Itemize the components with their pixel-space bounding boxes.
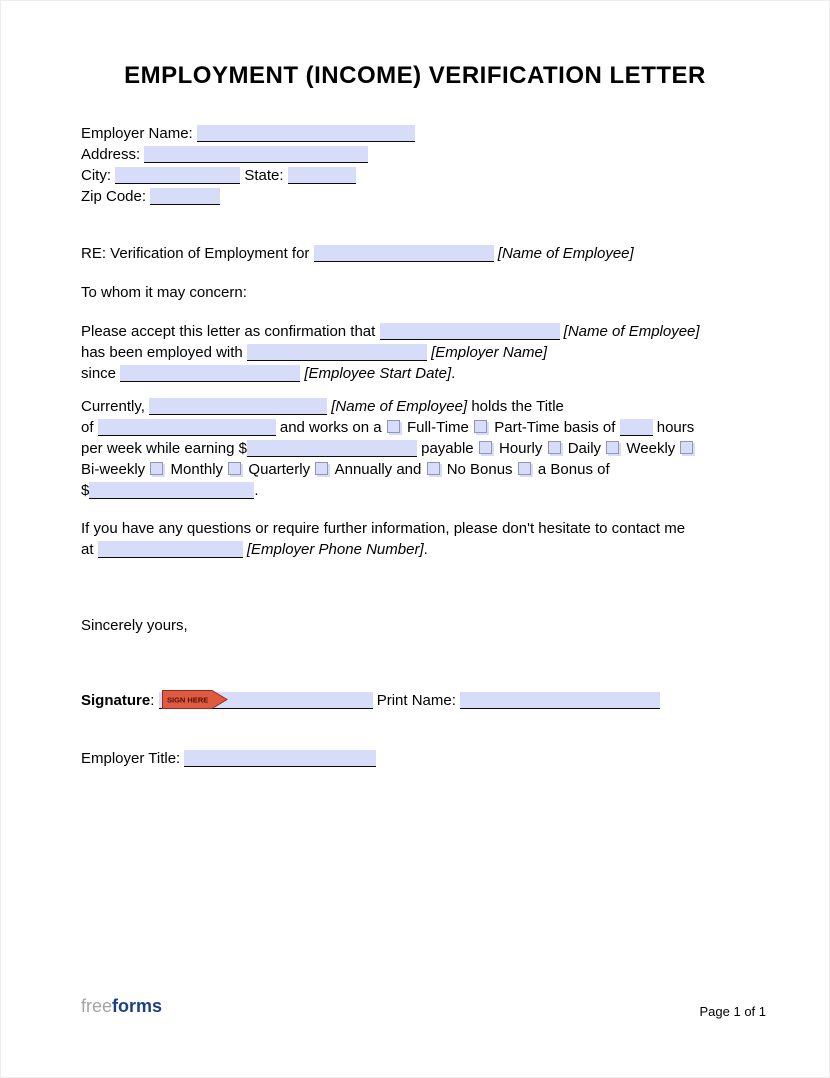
hours-label: hours xyxy=(656,419,695,436)
signature-row xyxy=(81,690,660,711)
checkbox-annually[interactable] xyxy=(315,462,328,475)
checkbox-no-bonus[interactable] xyxy=(427,462,440,475)
re-employee-name-field[interactable] xyxy=(314,245,494,262)
print-name-label: Print Name: xyxy=(376,692,456,709)
p2-works-on-text: and works on a xyxy=(279,419,382,436)
p1-line2-text: has been employed with xyxy=(81,344,243,361)
page-title: EMPLOYMENT (INCOME) VERIFICATION LETTER xyxy=(124,62,706,89)
city-label: City: xyxy=(81,167,111,184)
checkbox-monthly[interactable] xyxy=(150,462,163,475)
signature-field[interactable] xyxy=(159,692,373,709)
salutation: To whom it may concern: xyxy=(81,284,247,301)
freeforms-logo xyxy=(81,996,162,1016)
quarterly-label: Quarterly xyxy=(248,461,311,478)
p2-currently-text: Currently, xyxy=(81,398,145,415)
employer-name-hint: [Employer Name] xyxy=(431,344,547,361)
p2-holds-title-text: holds the Title xyxy=(471,398,564,415)
name-of-employee-hint: [Name of Employee] xyxy=(563,323,700,340)
payable-text: payable xyxy=(421,440,474,457)
zip-code-label: Zip Code: xyxy=(81,188,147,205)
stamp-text: SIGN HERE xyxy=(166,695,208,705)
p1-line3-text: since xyxy=(81,365,117,382)
colon: : xyxy=(150,692,155,709)
name-of-employee-hint: [Name of Employee] xyxy=(331,398,468,415)
full-time-label: Full-Time xyxy=(406,419,469,436)
employer-name-field[interactable] xyxy=(197,125,415,142)
p1-start-date-field[interactable] xyxy=(120,365,300,382)
signature-label: Signature xyxy=(81,692,151,709)
bonus-of-label: a Bonus of xyxy=(537,461,610,478)
checkbox-hourly[interactable] xyxy=(479,441,492,454)
p1-employee-name-field[interactable] xyxy=(380,323,560,340)
hourly-label: Hourly xyxy=(499,440,543,457)
state-field[interactable] xyxy=(288,167,356,184)
name-of-employee-hint: [Name of Employee] xyxy=(497,245,634,262)
employer-phone-hint: [Employer Phone Number] xyxy=(246,541,424,558)
part-time-label: Part-Time xyxy=(494,419,560,436)
closing-text: Sincerely yours, xyxy=(81,617,188,634)
period: . xyxy=(451,365,456,382)
employer-info-block xyxy=(81,123,415,207)
employer-name-label: Employer Name: xyxy=(81,125,193,142)
p1-employer-name-field[interactable] xyxy=(247,344,427,361)
checkbox-quarterly[interactable] xyxy=(228,462,241,475)
re-line xyxy=(81,243,634,264)
p2-job-title-field[interactable] xyxy=(98,419,276,436)
dollar-sign: $ xyxy=(81,482,90,499)
contact-at-text: at xyxy=(81,541,94,558)
sign-here-stamp xyxy=(162,690,228,709)
paragraph-contact xyxy=(81,518,685,560)
bi-weekly-label: Bi-weekly xyxy=(81,461,146,478)
employee-start-date-hint: [Employee Start Date] xyxy=(304,365,452,382)
employer-title-row xyxy=(81,748,376,769)
p2-earning-text: per week while earning $ xyxy=(81,440,247,457)
page-indicator: Page 1 of 1 xyxy=(699,1004,766,1019)
no-bonus-label: No Bonus xyxy=(446,461,513,478)
bonus-amount-field[interactable] xyxy=(89,482,254,499)
phone-number-field[interactable] xyxy=(98,541,243,558)
period: . xyxy=(254,482,259,499)
city-field[interactable] xyxy=(115,167,240,184)
p2-of-text: of xyxy=(81,419,94,436)
checkbox-weekly[interactable] xyxy=(606,441,619,454)
contact-line1-text: If you have any questions or require further information, please don't hesitate to contact me xyxy=(81,520,686,537)
logo-free-text: free xyxy=(81,996,113,1016)
employer-title-label: Employer Title: xyxy=(81,750,181,767)
address-label: Address: xyxy=(81,146,141,163)
period: . xyxy=(423,541,428,558)
logo-forms-text: forms xyxy=(112,996,163,1016)
paragraph-employment-details xyxy=(81,396,696,501)
zip-code-field[interactable] xyxy=(150,188,220,205)
print-name-field[interactable] xyxy=(460,692,660,709)
checkbox-full-time[interactable] xyxy=(387,420,400,433)
monthly-label: Monthly xyxy=(170,461,224,478)
address-field[interactable] xyxy=(144,146,368,163)
checkbox-daily[interactable] xyxy=(548,441,561,454)
weekly-label: Weekly xyxy=(626,440,676,457)
daily-label: Daily xyxy=(567,440,602,457)
state-label: State: xyxy=(244,167,284,184)
basis-of-text: basis of xyxy=(563,419,616,436)
checkbox-bi-weekly[interactable] xyxy=(680,441,693,454)
checkbox-bonus[interactable] xyxy=(518,462,531,475)
salary-field[interactable] xyxy=(247,440,417,457)
p1-line1-text: Please accept this letter as confirmation that xyxy=(81,323,376,340)
re-label: RE: Verification of Employment for xyxy=(81,245,310,262)
checkbox-part-time[interactable] xyxy=(474,420,487,433)
employer-title-field[interactable] xyxy=(184,750,376,767)
hours-field[interactable] xyxy=(620,419,653,436)
paragraph-confirmation xyxy=(81,321,700,384)
p2-employee-name-field[interactable] xyxy=(149,398,327,415)
annually-and-label: Annually and xyxy=(334,461,422,478)
